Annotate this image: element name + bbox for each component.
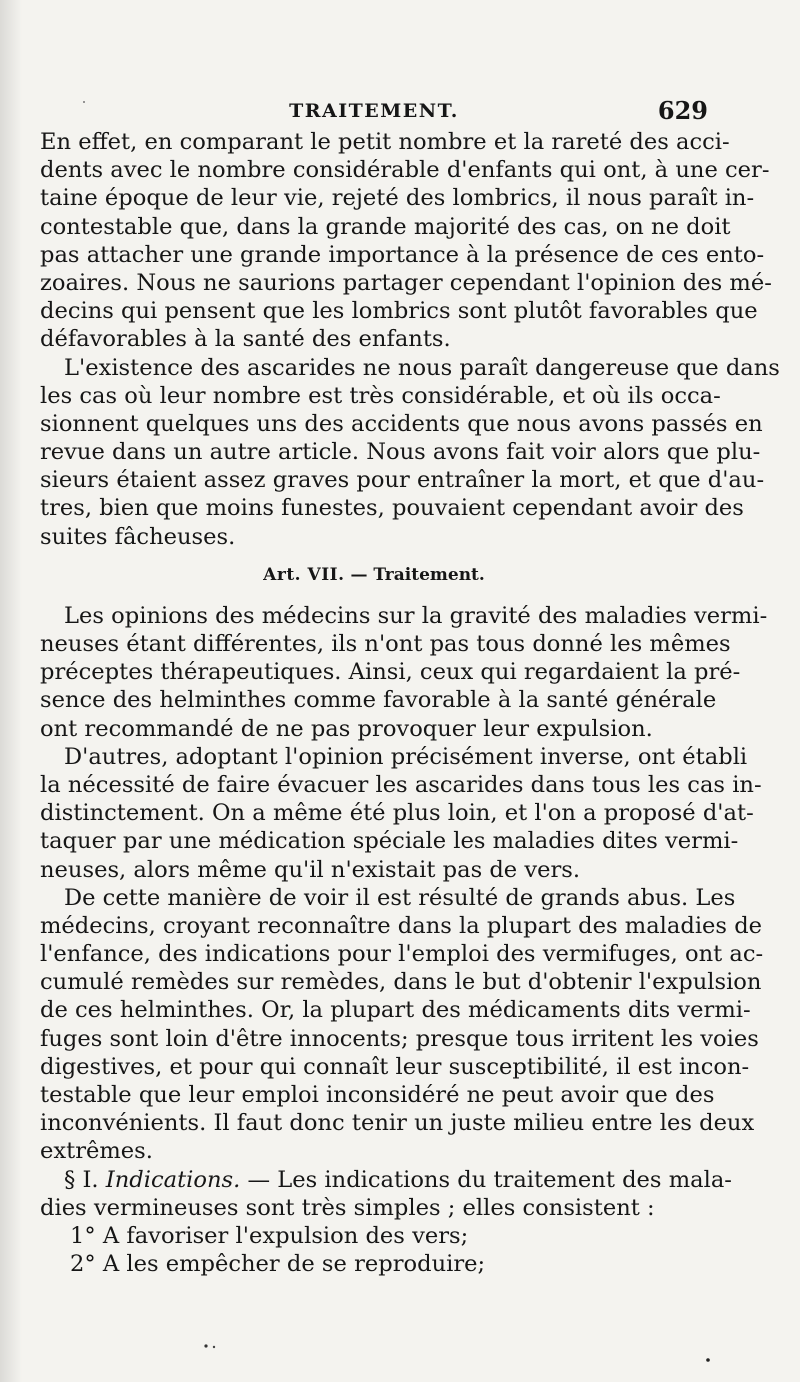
text-line: De cette manière de voir il est résulté de grands abus. Les xyxy=(64,884,736,911)
text-line: suites fâcheuses. xyxy=(40,523,236,550)
running-header xyxy=(40,96,708,132)
text-line: fuges sont loin d'être innocents; presque tous irritent les voies xyxy=(40,1025,759,1052)
indications-text: — Les indications du traitement des mala- xyxy=(247,1166,732,1193)
text-line: les cas où leur nombre est très considérable, et où ils occa- xyxy=(40,382,721,409)
section-heading xyxy=(40,552,708,602)
text-line: sieurs étaient assez graves pour entraîner la mort, et que d'au- xyxy=(40,467,765,494)
heading-title: Traitement. xyxy=(373,564,485,585)
page-number: 629 xyxy=(657,96,708,125)
indications-section xyxy=(40,1166,732,1279)
indications-first-line xyxy=(40,1166,732,1194)
text-line: défavorables à la santé des enfants. xyxy=(40,326,451,353)
heading-dash: — xyxy=(350,564,368,585)
text-line: L'existence des ascarides ne nous paraît dangereuse que dans xyxy=(64,354,780,381)
speck xyxy=(706,1358,710,1362)
text-line: D'autres, adoptant l'opinion précisément inverse, ont établi xyxy=(64,743,748,770)
paragraph-5 xyxy=(40,884,764,1166)
text-line: la nécessité de faire évacuer les ascarides dans tous les cas in- xyxy=(40,771,762,798)
speck xyxy=(204,1344,207,1347)
running-title: TRAITEMENT. xyxy=(289,100,459,122)
speck xyxy=(213,1346,215,1348)
body-text xyxy=(40,128,780,1278)
paragraph-2 xyxy=(40,354,780,551)
text-line: inconvénients. Il faut donc tenir un juste milieu entre les deux xyxy=(40,1110,755,1137)
text-line: digestives, et pour qui connaît leur susceptibilité, il est incon- xyxy=(40,1053,750,1080)
text-line: taine époque de leur vie, rejeté des lombrics, il nous paraît in- xyxy=(40,185,755,212)
text-line: sence des helminthes comme favorable à la santé générale xyxy=(40,687,717,714)
indication-item-2: 2° A les empêcher de se reproduire; xyxy=(70,1251,486,1278)
text-line: testable que leur emploi inconsidéré ne peut avoir que des xyxy=(40,1082,715,1108)
text-line: dies vermineuses sont très simples ; elles consistent : xyxy=(40,1194,655,1221)
paragraph-4 xyxy=(40,743,762,884)
text-line: de ces helminthes. Or, la plupart des médicaments dits vermi- xyxy=(40,997,751,1024)
section-mark: § I. xyxy=(64,1166,99,1193)
text-line: taquer par une médication spéciale les maladies dites vermi- xyxy=(40,828,739,855)
text-line: extrêmes. xyxy=(40,1138,153,1165)
text-line: zoaires. Nous ne saurions partager cependant l'opinion des mé- xyxy=(40,269,772,296)
text-line: dents avec le nombre considérable d'enfants qui ont, à une cer- xyxy=(40,157,770,184)
text-line: médecins, croyant reconnaître dans la plupart des maladies de xyxy=(40,912,763,939)
text-line: Les opinions des médecins sur la gravité des maladies vermi- xyxy=(64,602,768,629)
text-line: l'enfance, des indications pour l'emploi des vermifuges, ont ac- xyxy=(40,941,764,968)
text-line: distinctement. On a même été plus loin, et l'on a proposé d'at- xyxy=(40,800,754,827)
text-line: cumulé remèdes sur remèdes, dans le but d'obtenir l'expulsion xyxy=(40,969,762,996)
heading-article-number: Art. VII. xyxy=(263,564,345,585)
indication-item-1: 1° A favoriser l'expulsion des vers; xyxy=(70,1222,469,1249)
text-line: neuses, alors même qu'il n'existait pas de vers. xyxy=(40,856,581,883)
text-line: préceptes thérapeutiques. Ainsi, ceux qui regardaient la pré- xyxy=(40,659,741,686)
indications-label: Indications. xyxy=(105,1166,241,1193)
text-line: tres, bien que moins funestes, pouvaient cependant avoir des xyxy=(40,495,744,522)
paragraph-1 xyxy=(40,128,772,354)
text-line: ont recommandé de ne pas provoquer leur expulsion. xyxy=(40,715,653,742)
text-line: revue dans un autre article. Nous avons fait voir alors que plu- xyxy=(40,439,761,466)
text-line: contestable que, dans la grande majorité des cas, on ne doit xyxy=(40,213,731,240)
text-line: pas attacher une grande importance à la présence de ces ento- xyxy=(40,241,765,268)
text-line: En effet, en comparant le petit nombre et la rareté des acci- xyxy=(40,129,730,155)
text-line: sionnent quelques uns des accidents que nous avons passés en xyxy=(40,410,763,437)
text-line: neuses étant différentes, ils n'ont pas tous donné les mêmes xyxy=(40,631,731,657)
paragraph-3 xyxy=(40,602,768,743)
text-line: decins qui pensent que les lombrics sont plutôt favorables que xyxy=(40,298,758,325)
